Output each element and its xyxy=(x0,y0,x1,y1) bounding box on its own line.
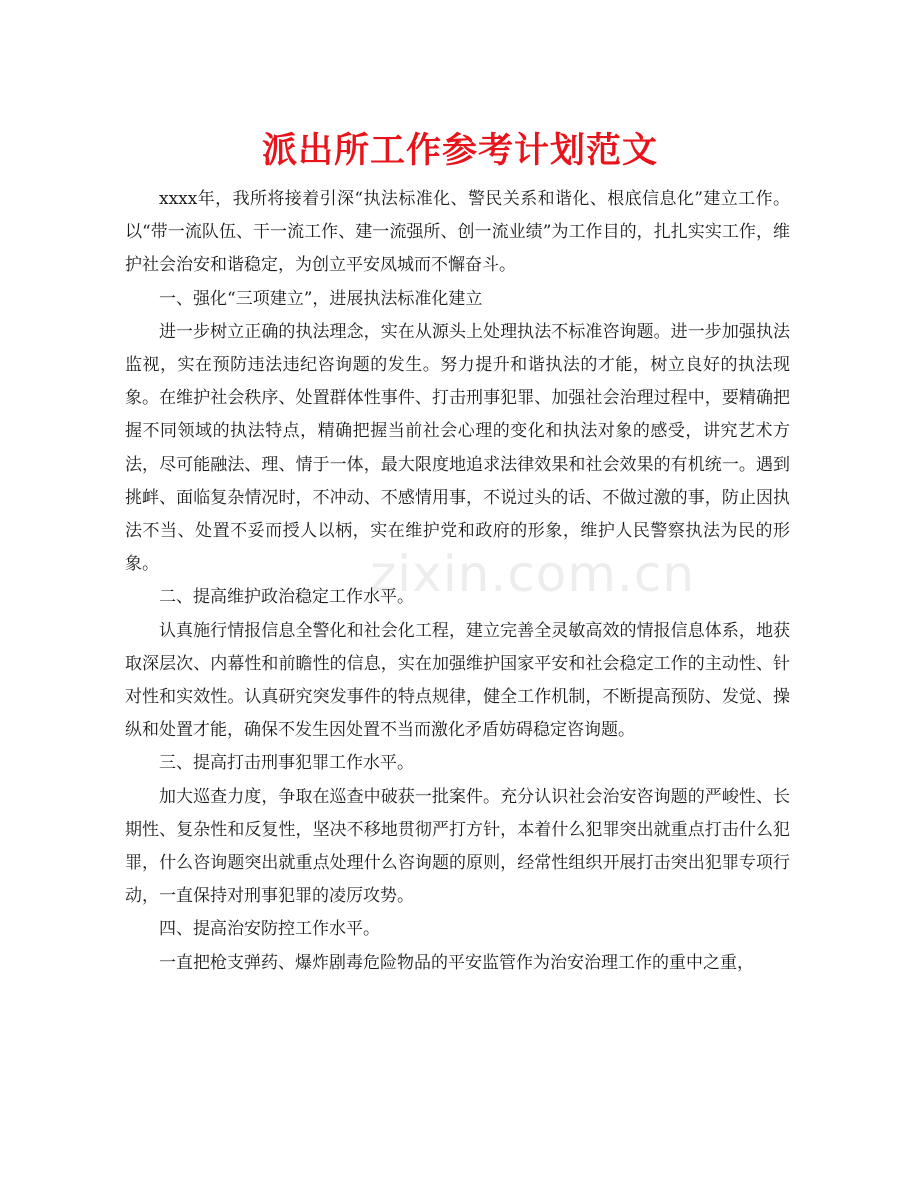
paragraph-intro: xxxx年，我所将接着引深“执法标准化、警民关系和谐化、根底信息化”建立工作。以“带一流队伍、干一流工作、建一流强所、创一流业绩”为工作目的，扎扎实实工作，维护社会治安和谐稳定，为创立平安凤城而不懈奋斗。 xyxy=(125,189,790,276)
section-heading-4: 四、提高治安防控工作水平。 xyxy=(159,919,380,940)
paragraph-section-3: 加大巡查力度，争取在巡查中破获一批案件。充分认识社会治安咨询题的严峻性、长期性、复杂性和反复性，坚决不移地贯彻严打方针，本着什么犯罪突出就重点打击什么犯罪，什么咨询题突出就重点处理什么咨询题的原则，经常性组织开展打击突出犯罪专项行动，一直保持对刑事犯罪的凌厉攻势。 xyxy=(125,786,790,907)
document-body xyxy=(125,183,790,980)
document-title: 派出所工作参考计划范文 xyxy=(261,131,658,171)
watermark: zixin.com.cn xyxy=(370,545,696,603)
section-heading-2: 二、提高维护政治稳定工作水平。 xyxy=(159,587,414,608)
section-heading-1: 一、强化“三项建立”，进展执法标准化建立 xyxy=(159,288,483,309)
section-heading-3: 三、提高打击刑事犯罪工作水平。 xyxy=(159,753,414,774)
paragraph-section-2: 认真施行情报信息全警化和社会化工程，建立完善全灵敏高效的情报信息体系，地获取深层次、内幕性和前瞻性的信息，实在加强维护国家平安和社会稳定工作的主动性、针对性和实效性。认真研究突发事件的特点规律，健全工作机制，不断提高预防、发觉、操纵和处置才能，确保不发生因处置不当而激化矛盾妨碍稳定咨询题。 xyxy=(125,620,790,741)
paragraph-section-1: 进一步树立正确的执法理念，实在从源头上处理执法不标准咨询题。进一步加强执法监视，实在预防违法违纪咨询题的发生。努力提升和谐执法的才能，树立良好的执法现象。在维护社会秩序、处置群体性事件、打击刑事犯罪、加强社会治理过程中，要精确把握不同领域的执法特点，精确把握当前社会心理的变化和执法对象的感受，讲究艺术方法，尽可能融法、理、情于一体，最大限度地追求法律效果和社会效果的有机统一。遇到挑衅、面临复杂情况时，不冲动、不感情用事，不说过头的话、不做过激的事，防止因执法不当、处置不妥而授人以柄，实在维护党和政府的形象，维护人民警察执法为民的形象。 xyxy=(125,321,790,575)
paragraph-section-4: 一直把枪支弹药、爆炸剧毒危险物品的平安监管作为治安治理工作的重中之重， xyxy=(159,952,754,973)
